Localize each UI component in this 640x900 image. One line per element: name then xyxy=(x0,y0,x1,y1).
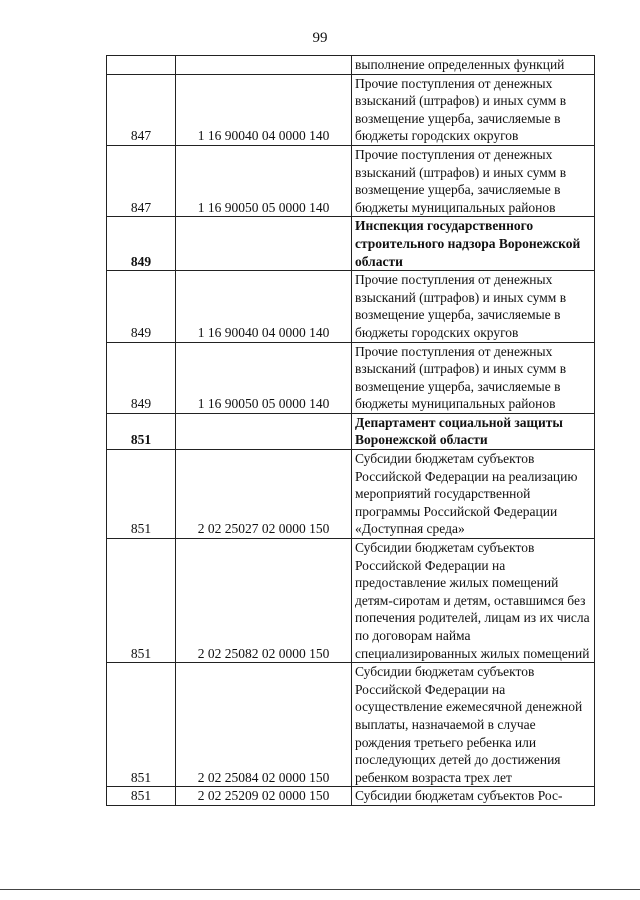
admin-code-cell: 849 xyxy=(107,342,176,413)
revenue-code-cell: 2 02 25027 02 0000 150 xyxy=(176,450,352,539)
admin-code-cell: 847 xyxy=(107,74,176,145)
admin-code-cell: 851 xyxy=(107,413,176,449)
description-cell: Субсидии бюджетам субъектов Рос- xyxy=(352,787,595,806)
description-cell: Субсидии бюджетам субъектов Российской Федерации на осуществление ежемесячной денежной выплаты, назначаемой в случае рождения третьего ребенка или последующих детей до достижения ребенком возраста трех лет xyxy=(352,663,595,787)
table-row xyxy=(107,342,595,413)
table-row xyxy=(107,787,595,806)
table-row xyxy=(107,145,595,216)
admin-code-cell: 849 xyxy=(107,217,176,271)
page-bottom-rule xyxy=(0,889,640,890)
description-cell: Прочие поступления от денежных взысканий (штрафов) и иных сумм в возмещение ущерба, зачисляемые в бюджеты городских округов xyxy=(352,74,595,145)
description-cell: Прочие поступления от денежных взысканий (штрафов) и иных сумм в возмещение ущерба, зачисляемые в бюджеты муниципальных районов xyxy=(352,342,595,413)
table-row xyxy=(107,450,595,539)
admin-code-cell: 851 xyxy=(107,663,176,787)
revenue-code-cell: 2 02 25082 02 0000 150 xyxy=(176,539,352,663)
admin-code-cell xyxy=(107,56,176,75)
table-section-heading-row xyxy=(107,413,595,449)
revenue-code-cell xyxy=(176,56,352,75)
revenue-code-cell: 1 16 90040 04 0000 140 xyxy=(176,74,352,145)
description-cell: Субсидии бюджетам субъектов Российской Федерации на реализацию мероприятий государственной программы Российской Федерации «Доступная среда» xyxy=(352,450,595,539)
admin-code-cell: 851 xyxy=(107,539,176,663)
budget-revenue-table xyxy=(106,55,595,806)
table-row xyxy=(107,663,595,787)
revenue-code-cell xyxy=(176,217,352,271)
description-cell: Прочие поступления от денежных взысканий (штрафов) и иных сумм в возмещение ущерба, зачисляемые в бюджеты муниципальных районов xyxy=(352,145,595,216)
table-row xyxy=(107,74,595,145)
description-cell: Субсидии бюджетам субъектов Российской Федерации на предоставление жилых помещений детям-сиротам и детям, оставшимся без попечения родителей, лицам из их числа по договорам найма специализированных жилых помещений xyxy=(352,539,595,663)
table-row xyxy=(107,56,595,75)
table-row xyxy=(107,271,595,342)
table-body xyxy=(107,56,595,806)
admin-code-cell: 851 xyxy=(107,450,176,539)
revenue-code-cell: 2 02 25209 02 0000 150 xyxy=(176,787,352,806)
description-cell: Инспекция государственного строительного надзора Воронежской области xyxy=(352,217,595,271)
description-cell: Департамент социальной защиты Воронежской области xyxy=(352,413,595,449)
revenue-code-cell: 1 16 90050 05 0000 140 xyxy=(176,145,352,216)
admin-code-cell: 849 xyxy=(107,271,176,342)
revenue-code-cell: 1 16 90040 04 0000 140 xyxy=(176,271,352,342)
revenue-code-cell: 1 16 90050 05 0000 140 xyxy=(176,342,352,413)
revenue-code-cell xyxy=(176,413,352,449)
admin-code-cell: 851 xyxy=(107,787,176,806)
revenue-code-cell: 2 02 25084 02 0000 150 xyxy=(176,663,352,787)
table-row xyxy=(107,539,595,663)
table-section-heading-row xyxy=(107,217,595,271)
admin-code-cell: 847 xyxy=(107,145,176,216)
description-cell: выполнение определенных функций xyxy=(352,56,595,75)
page-number: 99 xyxy=(312,30,328,46)
description-cell: Прочие поступления от денежных взысканий (штрафов) и иных сумм в возмещение ущерба, зачисляемые в бюджеты городских округов xyxy=(352,271,595,342)
